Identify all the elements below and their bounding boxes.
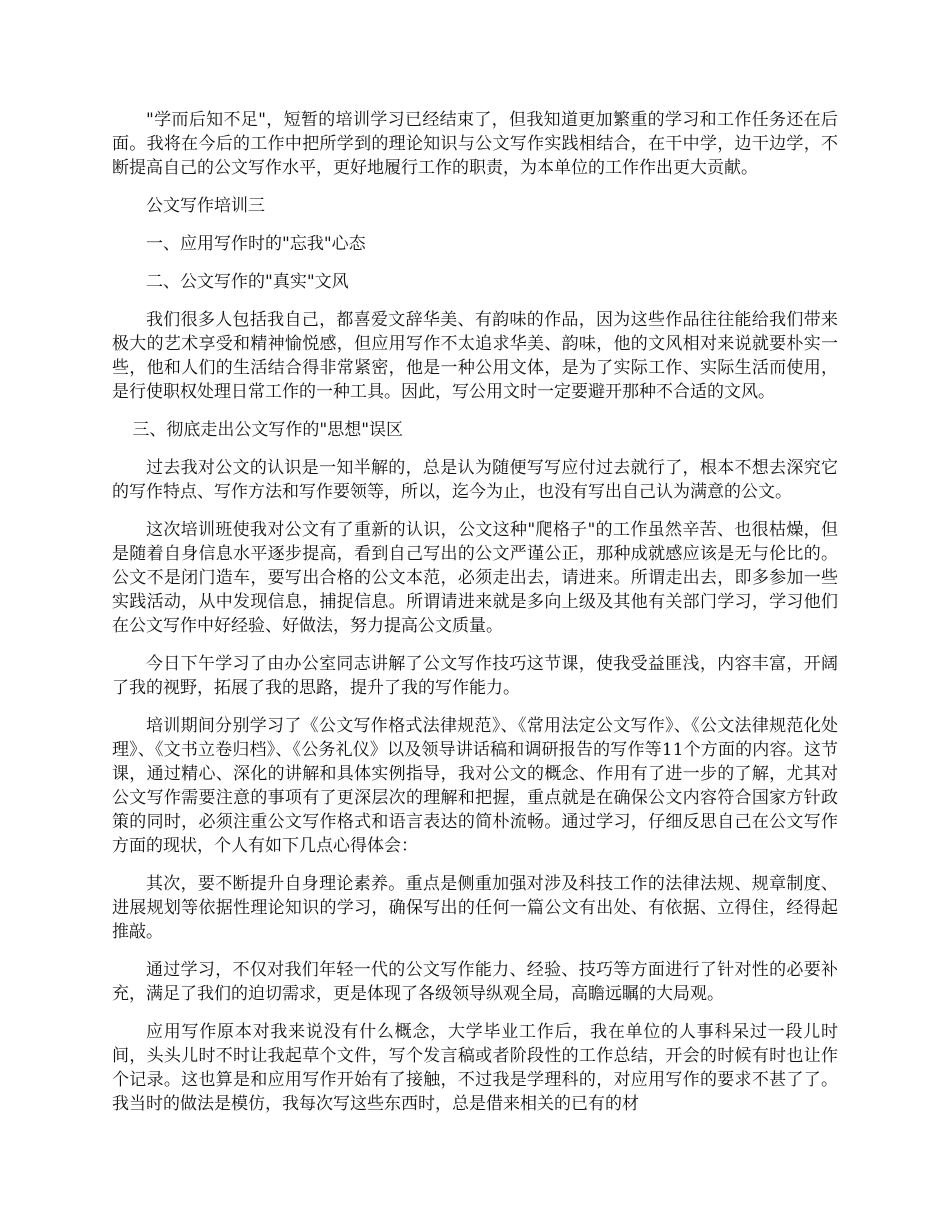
heading-one: 一、应用写作时的"忘我"心态 (146, 234, 366, 254)
paragraph-training-content: 培训期间分别学习了《公文写作格式法律规范》、《常用法定公文写作》、《公文法律规范化处理》、《文书立卷归档》、《公务礼仪》以及领导讲话稿和调研报告的写作等11个方面的内容。这节课，通过精心、深化的讲解和具体实例指导，我对公文的概念、作用有了进一步的了解，尤其对公文写作需要注意的事项有了更深层次的理解和把握，重点就是在确保公文内容符合国家方针政策的同时，必须注重公文写作格式和语言表达的简朴流畅。通过学习，仔细反思自己在公文写作方面的现状，个人有如下几点心得体会： (112, 716, 838, 856)
paragraph-theory: 其次，要不断提升自身理论素养。重点是侧重加强对涉及科技工作的法律法规、规章制度、进展规划等依据性理论知识的学习，确保写出的任何一篇公文有出处、有依据、立得住，经得起推敲。 (112, 874, 838, 942)
heading-two: 二、公文写作的"真实"文风 (146, 272, 349, 292)
heading-three: 三、彻底走出公文写作的"思想"误区 (132, 420, 404, 440)
paragraph-experience: 应用写作原本对我来说没有什么概念，大学毕业工作后，我在单位的人事科呆过一段儿时间，头头儿时不时让我起草个文件，写个发言稿或者阶段性的工作总结，开会的时候有时也让作个记录。这也算是和应用写作开始有了接触，不过我是学理科的，对应用写作的要求不甚了了。我当时的做法是模仿，我每次写这些东西时，总是借来相关的已有的材 (112, 1022, 838, 1114)
paragraph-conclusion: "学而后知不足"，短暂的培训学习已经结束了，但我知道更加繁重的学习和工作任务还在后面。我将在今后的工作中把所学到的理论知识与公文写作实践相结合，在干中学，边干边学，不断提高自己的公文写作水平，更好地履行工作的职责，为本单位的工作作出更大贡献。 (112, 110, 838, 178)
section-title: 公文写作培训三 (146, 196, 265, 216)
document-page (112, 108, 838, 1130)
paragraph-past-understanding: 过去我对公文的认识是一知半解的，总是认为随便写写应付过去就行了，根本不想去深究它的写作特点、写作方法和写作要领等，所以，迄今为止，也没有写出自己认为满意的公文。 (112, 458, 838, 502)
paragraph-new-understanding: 这次培训班使我对公文有了重新的认识，公文这种"爬格子"的工作虽然辛苦、也很枯燥，但是随着自身信息水平逐步提高，看到自己写出的公文严谨公正，那种成就感应该是无与伦比的。公文不是闭门造车，要写出合格的公文本范，必须走出去，请进来。所谓走出去，即多参加一些实践活动，从中发现信息，捕捉信息。所谓请进来就是多向上级及其他有关部门学习，学习他们在公文写作中好经验、好做法，努力提高公文质量。 (112, 520, 838, 636)
paragraph-benefit: 通过学习，不仅对我们年轻一代的公文写作能力、经验、技巧等方面进行了针对性的必要补充，满足了我们的迫切需求，更是体现了各级领导纵观全局，高瞻远瞩的大局观。 (112, 960, 838, 1004)
paragraph-style: 我们很多人包括我自己，都喜爱文辞华美、有韵味的作品，因为这些作品往往能给我们带来极大的艺术享受和精神愉悦感，但应用写作不太追求华美、韵味，他的文风相对来说就要朴实一些，他和人们的生活结合得非常紧密，他是一种公用文体，是为了实际工作、实际生活而使用，是行使职权处理日常工作的一种工具。因此，写公用文时一定要避开那种不合适的文风。 (112, 310, 838, 402)
paragraph-afternoon-lesson: 今日下午学习了由办公室同志讲解了公文写作技巧这节课，使我受益匪浅，内容丰富，开阔了我的视野，拓展了我的思路，提升了我的写作能力。 (112, 654, 838, 698)
